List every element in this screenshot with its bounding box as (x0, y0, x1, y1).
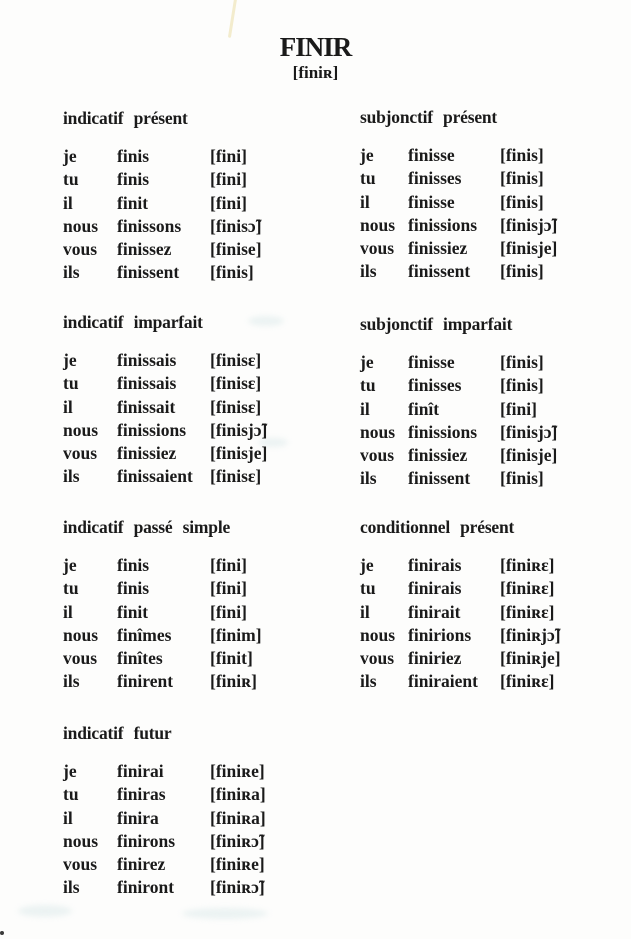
ipa-transcription: [finisjɔ̃] (500, 214, 558, 235)
section-header: indicatif présent (63, 108, 188, 128)
ipa-transcription: [finiʀ] (210, 671, 257, 692)
verb-form: finissent (408, 261, 471, 282)
pronoun: il (63, 192, 73, 213)
conjugation-rows (360, 554, 615, 694)
verb-form: finîmes (117, 624, 172, 645)
verb-form: finît (408, 398, 440, 419)
conjugation-row (63, 215, 318, 238)
conjugation-row (63, 830, 318, 853)
ipa-transcription: [finim] (210, 624, 262, 645)
ipa-transcription: [finisɛ] (210, 373, 262, 394)
conjugation-row (360, 191, 615, 214)
ipa-transcription: [finiʀjɔ̃] (500, 624, 561, 645)
pronoun: vous (63, 443, 98, 464)
ipa-transcription: [finis] (500, 261, 544, 282)
conjugation-rows (360, 144, 615, 284)
pronoun: vous (63, 648, 98, 669)
conjugation-row (63, 396, 318, 419)
ipa-transcription: [finiʀɛ] (500, 601, 555, 622)
scan-smudge (18, 905, 72, 917)
section-header: indicatif futur (63, 723, 172, 743)
ipa-transcription: [finis] (500, 145, 544, 165)
pronoun: vous (63, 239, 98, 260)
verb-form: finirent (117, 671, 174, 692)
section-header: subjonctif imparfait (360, 314, 513, 334)
section-header: subjonctif présent (360, 107, 498, 127)
conjugation-row (360, 467, 615, 490)
conjugation-row (360, 260, 615, 283)
verb-form: finiront (117, 877, 175, 898)
verb-form: finissent (408, 468, 471, 489)
verb-form: finissait (117, 396, 176, 417)
conjugation-row (63, 238, 318, 261)
ipa-transcription: [finiʀje] (500, 648, 561, 669)
verb-form: finirais (408, 555, 462, 575)
pronoun: vous (360, 648, 395, 669)
ipa-transcription: [finisɛ] (210, 466, 262, 487)
ipa-transcription: [finis] (500, 191, 544, 212)
pronoun: il (63, 807, 73, 828)
section-indicatif-passe-simple (63, 517, 318, 694)
verb-form: finissez (117, 239, 172, 260)
pronoun: tu (360, 168, 376, 189)
conjugation-row (63, 261, 318, 284)
conjugation-row (360, 670, 615, 693)
pronoun: tu (360, 375, 376, 396)
pronoun: nous (63, 419, 99, 440)
pronoun: nous (360, 214, 396, 235)
conjugation-row (63, 145, 318, 168)
verb-form: finissais (117, 373, 177, 394)
conjugation-rows (63, 554, 318, 694)
pronoun: je (360, 145, 374, 165)
conjugation-row (360, 351, 615, 374)
conjugation-row (63, 647, 318, 670)
ipa-transcription: [fini] (500, 398, 537, 419)
conjugation-row (360, 554, 615, 577)
pronoun: il (63, 396, 73, 417)
ipa-transcription: [finisjɔ̃] (210, 419, 268, 440)
conjugation-row (63, 760, 318, 783)
conjugation-row (63, 168, 318, 191)
pronoun: vous (360, 445, 395, 466)
conjugation-row (63, 349, 318, 372)
pronoun: il (360, 601, 370, 622)
ipa-transcription: [fini] (210, 555, 247, 575)
verb-form: finis (117, 169, 150, 190)
verb-form: finisse (408, 191, 455, 212)
pronoun: ils (63, 671, 80, 692)
conjugation-row (360, 647, 615, 670)
pronoun: vous (63, 854, 98, 875)
section-conditionnel-present (360, 517, 615, 694)
verb-form: finirais (408, 578, 462, 599)
conjugation-rows (360, 351, 615, 491)
conjugation-row (360, 421, 615, 444)
section-indicatif-futur (63, 723, 318, 900)
conjugation-row (360, 624, 615, 647)
section-header: conditionnel présent (360, 517, 515, 537)
verb-form: finissiez (117, 443, 177, 464)
ipa-transcription: [finise] (210, 239, 262, 260)
verb-form: finissions (408, 214, 478, 235)
verb-form: finissaient (117, 466, 193, 487)
title-block (0, 34, 631, 83)
ipa-transcription: [finiʀa] (210, 784, 266, 805)
conjugation-row (360, 601, 615, 624)
conjugation-row (360, 167, 615, 190)
pronoun: je (63, 761, 77, 781)
conjugation-row (360, 577, 615, 600)
verb-form: finissent (117, 262, 180, 283)
scan-smudge (182, 908, 268, 919)
pronoun: je (63, 555, 77, 575)
conjugation-rows (63, 349, 318, 489)
ipa-transcription: [finiʀɛ] (500, 578, 555, 599)
pronoun: nous (360, 421, 396, 442)
pronoun: nous (63, 830, 99, 851)
section-header: indicatif passé simple (63, 517, 231, 537)
pronoun: nous (360, 624, 396, 645)
ipa-transcription: [fini] (210, 169, 247, 190)
pronoun: je (360, 352, 374, 372)
pronoun: je (63, 350, 77, 370)
verb-form: finissions (117, 419, 187, 440)
pronoun: nous (63, 215, 99, 236)
ipa-transcription: [finisjɔ̃] (500, 421, 558, 442)
verb-form: finisse (408, 352, 455, 372)
ipa-transcription: [finis] (210, 262, 254, 283)
ipa-transcription: [fini] (210, 192, 247, 213)
section-subjonctif-present (360, 107, 615, 284)
conjugation-row (63, 465, 318, 488)
ipa-transcription: [finisɔ̃] (210, 215, 262, 236)
conjugation-row (360, 444, 615, 467)
pronoun: je (360, 555, 374, 575)
pronoun: il (360, 398, 370, 419)
ipa-transcription: [finis] (500, 375, 544, 396)
verb-form: finisses (408, 168, 462, 189)
verb-form: finira (117, 807, 159, 828)
verb-form: finissais (117, 350, 177, 370)
section-indicatif-present (63, 108, 318, 285)
pronoun: vous (360, 238, 395, 259)
pronoun: nous (63, 624, 99, 645)
pronoun: tu (360, 578, 376, 599)
ipa-transcription: [finisɛ] (210, 350, 262, 370)
conjugation-row (360, 398, 615, 421)
ipa-transcription: [finit] (210, 648, 253, 669)
verb-form: finis (117, 146, 150, 166)
pronoun: ils (63, 262, 80, 283)
verb-form: finiriez (408, 648, 462, 669)
ipa-transcription: [finis] (500, 168, 544, 189)
conjugation-row (63, 624, 318, 647)
page-title: FINIR (279, 32, 352, 62)
conjugation-row (63, 372, 318, 395)
conjugation-row (63, 442, 318, 465)
section-subjonctif-imparfait (360, 314, 615, 491)
ipa-transcription: [finisɛ] (210, 396, 262, 417)
conjugation-row (63, 807, 318, 830)
ipa-transcription: [finiʀe] (210, 854, 265, 875)
pronoun: tu (63, 169, 79, 190)
verb-form: finiraient (408, 671, 478, 692)
pronoun: il (360, 191, 370, 212)
conjugation-row (63, 601, 318, 624)
conjugation-row (63, 192, 318, 215)
pronoun: tu (63, 784, 79, 805)
verb-form: finirez (117, 854, 166, 875)
ipa-transcription: [finiʀɛ] (500, 671, 555, 692)
crease-mark (228, 0, 237, 38)
ipa-transcription: [fini] (210, 146, 247, 166)
ipa-transcription: [finiʀe] (210, 761, 265, 781)
ipa-transcription: [fini] (210, 578, 247, 599)
ipa-transcription: [finisje] (500, 445, 558, 466)
ink-speck (0, 931, 4, 935)
ipa-transcription: [finiʀɔ̃] (210, 830, 265, 851)
ipa-transcription: [finisje] (500, 238, 558, 259)
pronoun: tu (63, 578, 79, 599)
verb-form: finissiez (408, 238, 468, 259)
verb-form: finissons (117, 215, 182, 236)
ipa-transcription: [finiʀa] (210, 807, 266, 828)
verb-form: finisses (408, 375, 462, 396)
conjugation-row (63, 853, 318, 876)
section-indicatif-imparfait (63, 312, 318, 489)
pronoun: il (63, 601, 73, 622)
conjugation-rows (63, 760, 318, 900)
conjugation-rows (63, 145, 318, 285)
ipa-transcription: [finis] (500, 468, 544, 489)
verb-form: finissiez (408, 445, 468, 466)
conjugation-row (63, 419, 318, 442)
verb-form: finîtes (117, 648, 163, 669)
verb-form: finisse (408, 145, 455, 165)
ipa-transcription: [finis] (500, 352, 544, 372)
conjugation-row (63, 554, 318, 577)
ipa-transcription: [finiʀɔ̃] (210, 877, 265, 898)
ipa-transcription: [fini] (210, 601, 247, 622)
conjugation-row (63, 670, 318, 693)
pronoun: ils (360, 468, 377, 489)
conjugation-row (360, 237, 615, 260)
ipa-transcription: [finiʀɛ] (500, 555, 555, 575)
title-ipa-transcription: [finiʀ] (292, 63, 339, 82)
pronoun: ils (63, 877, 80, 898)
verb-form: finirait (408, 601, 461, 622)
verb-form: finirions (408, 624, 472, 645)
section-header: indicatif imparfait (63, 312, 203, 332)
conjugation-row (63, 577, 318, 600)
conjugation-row (63, 783, 318, 806)
pronoun: je (63, 146, 77, 166)
conjugation-row (360, 214, 615, 237)
conjugation-row (360, 374, 615, 397)
ipa-transcription: [finisje] (210, 443, 268, 464)
verb-form: finissions (408, 421, 478, 442)
verb-form: finiras (117, 784, 166, 805)
verb-form: finis (117, 555, 150, 575)
verb-form: finit (117, 601, 149, 622)
verb-form: finirai (117, 761, 164, 781)
pronoun: ils (360, 261, 377, 282)
verb-form: finirons (117, 830, 176, 851)
pronoun: tu (63, 373, 79, 394)
conjugation-row (63, 876, 318, 899)
verb-form: finit (117, 192, 149, 213)
pronoun: ils (360, 671, 377, 692)
pronoun: ils (63, 466, 80, 487)
conjugation-row (360, 144, 615, 167)
verb-form: finis (117, 578, 150, 599)
